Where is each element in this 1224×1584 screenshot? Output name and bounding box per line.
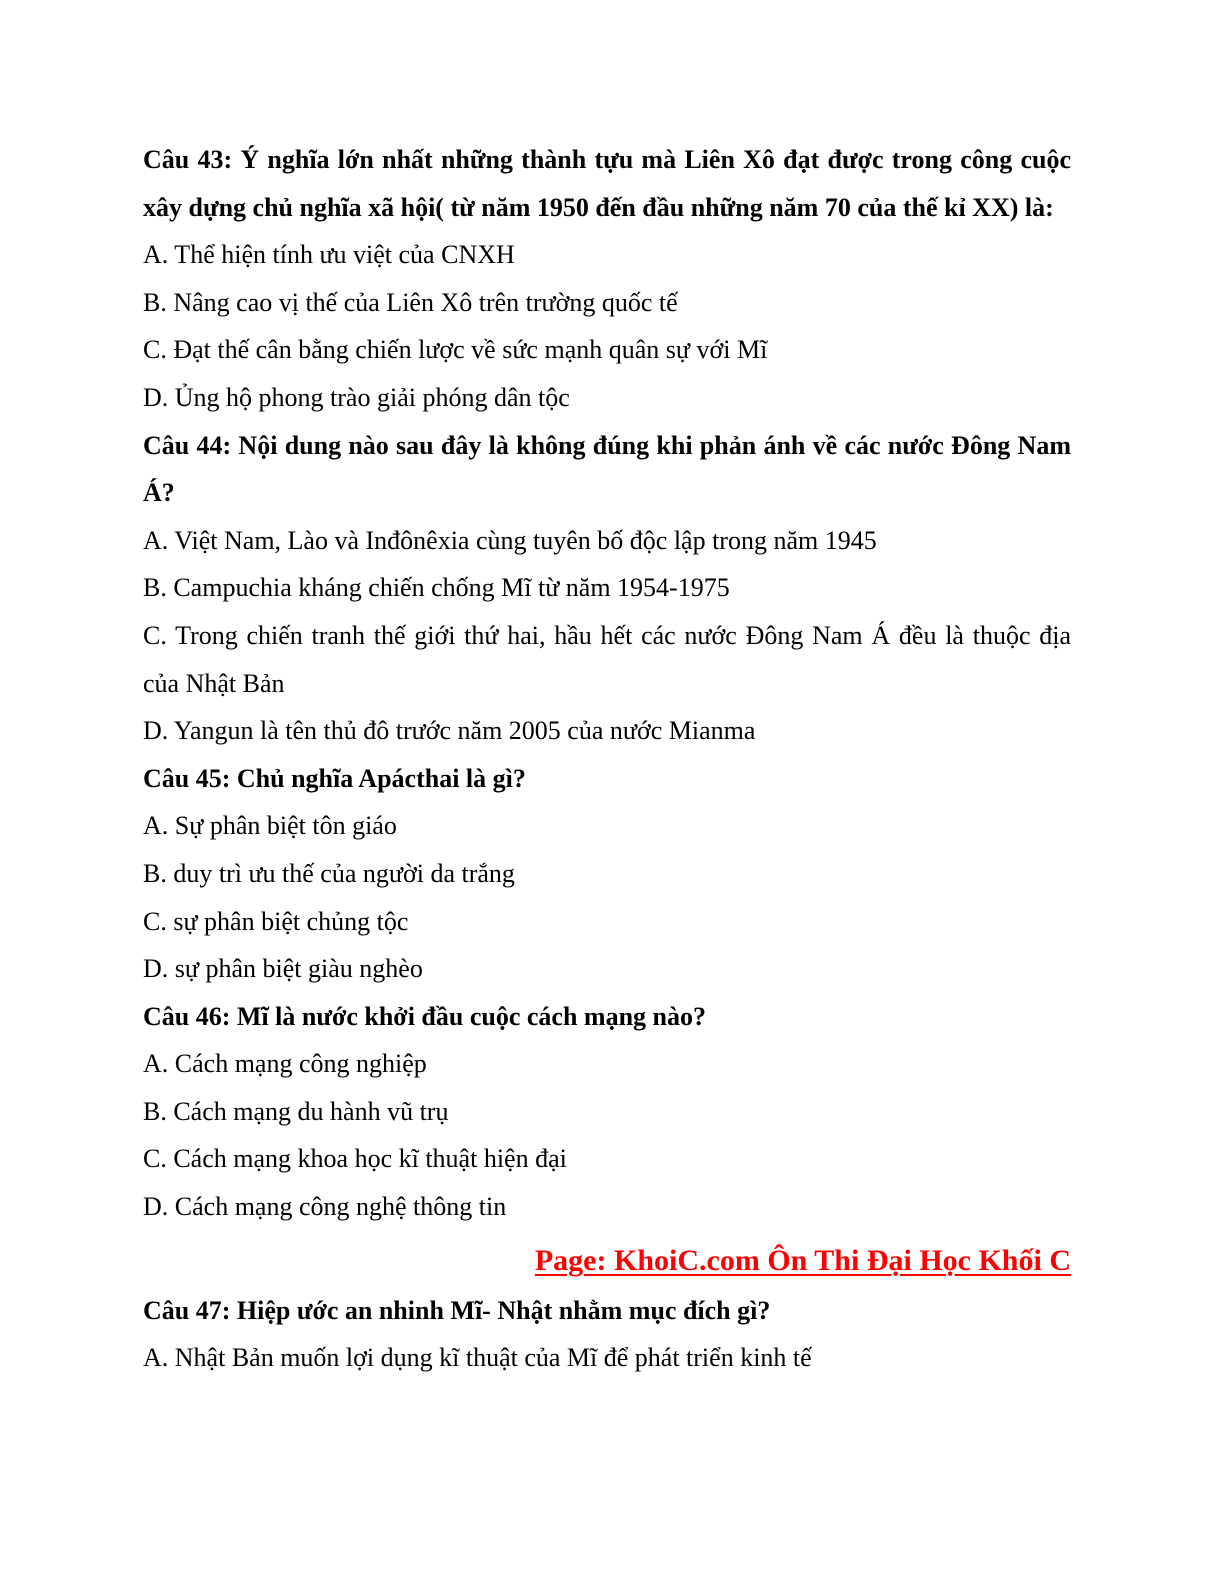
question-44 (143, 422, 1071, 755)
answer-option-a: A. Sự phân biệt tôn giáo (143, 811, 397, 841)
answer-option-d: D. Yangun là tên thủ đô trước năm 2005 của nước Mianma (143, 716, 756, 746)
answer-option-b: B. Nâng cao vị thế của Liên Xô trên trường quốc tế (143, 287, 678, 317)
promo-link[interactable]: Page: KhoiC.com Ôn Thi Đại Học Khối C (534, 1243, 1071, 1277)
answer-option-b: B. duy trì ưu thế của người da trắng (143, 858, 515, 888)
answer-option-b: B. Cách mạng du hành vũ trụ (143, 1096, 449, 1126)
question-title: Câu 43: Ý nghĩa lớn nhất những thành tựu mà Liên Xô đạt được trong công cuộc xây dựng chủ nghĩa xã hội( từ năm 1950 đến đầu những năm 70 của thế kỉ XX) là: (143, 145, 1071, 222)
answer-option-b: B. Campuchia kháng chiến chống Mĩ từ năm 1954-1975 (143, 573, 730, 603)
question-title: Câu 44: Nội dung nào sau đây là không đúng khi phản ánh về các nước Đông Nam Á? (143, 430, 1071, 508)
answer-option-c: C. sự phân biệt chủng tộc (143, 906, 409, 936)
answer-option-a: A. Cách mạng công nghiệp (143, 1049, 427, 1079)
question-title: Câu 47: Hiệp ước an nhinh Mĩ- Nhật nhằm mục đích gì? (143, 1295, 771, 1325)
question-43 (143, 136, 1071, 422)
question-title: Câu 45: Chủ nghĩa Apácthai là gì? (143, 763, 526, 793)
question-title: Câu 46: Mĩ là nước khởi đầu cuộc cách mạng nào? (143, 1001, 706, 1031)
answer-option-c: C. Đạt thế cân bằng chiến lược về sức mạnh quân sự với Mĩ (143, 335, 768, 365)
question-46 (143, 993, 1071, 1231)
answer-option-a: A. Thể hiện tính ưu việt của CNXH (143, 240, 515, 270)
answer-option-a: A. Nhật Bản muốn lợi dụng kĩ thuật của Mĩ để phát triển kinh tế (143, 1343, 812, 1373)
answer-option-d: D. sự phân biệt giàu nghèo (143, 954, 423, 984)
document-page (143, 136, 1071, 1382)
question-45 (143, 755, 1071, 993)
question-47 (143, 1287, 1071, 1382)
answer-option-d: D. Cách mạng công nghệ thông tin (143, 1192, 507, 1222)
answer-option-c: C. Trong chiến tranh thế giới thứ hai, hầu hết các nước Đông Nam Á đều là thuộc địa của Nhật Bản (143, 620, 1071, 698)
answer-option-a: A. Việt Nam, Lào và Inđônêxia cùng tuyên bố độc lập trong năm 1945 (143, 525, 877, 555)
answer-option-d: D. Ủng hộ phong trào giải phóng dân tộc (143, 382, 570, 412)
answer-option-c: C. Cách mạng khoa học kĩ thuật hiện đại (143, 1144, 567, 1174)
